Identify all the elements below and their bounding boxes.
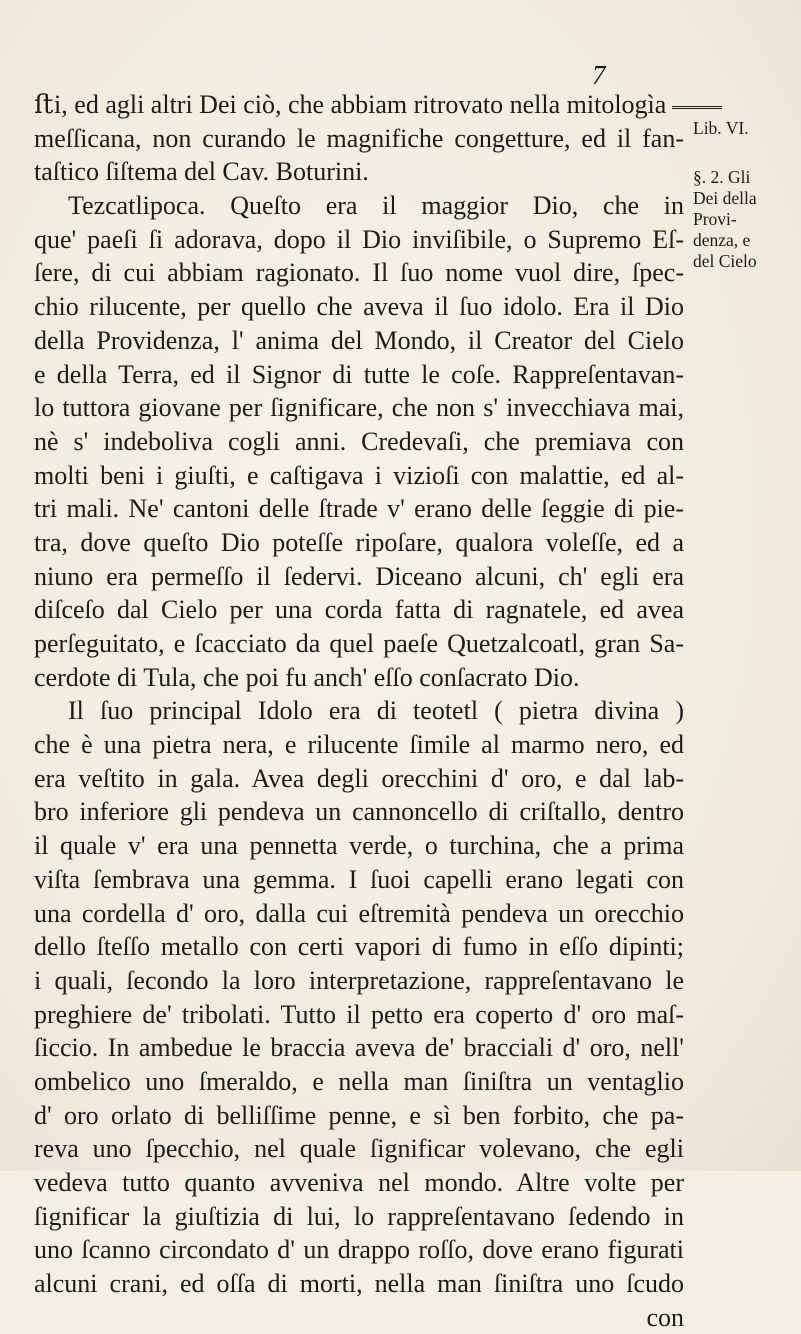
text-line: tri mali. Ne' cantoni delle ſtrade v' erano delle ſeggie di pie- <box>34 494 684 524</box>
text-line: niuno era permeſſo il ſedervi. Diceano alcuni, ch' egli era <box>34 561 684 591</box>
text-line: era veſtito in gala. Avea degli orecchini d' oro, e dal lab- <box>34 763 684 793</box>
text-line: lo tuttora giovane per ſignificare, che non s' invecchiava mai, <box>34 393 684 423</box>
margin-topic-line: del Cielo <box>693 251 757 271</box>
text-line: nè s' indeboliva cogli anni. Credevaſi, che premiava con <box>34 426 684 456</box>
margin-topic-line: Provi- <box>693 209 737 229</box>
text-line: diſceſo dal Cielo per una corda fatta di ragnatele, ed avea <box>34 595 684 625</box>
text-line: viſta ſembrava una gemma. I ſuoi capelli erano legati con <box>34 864 684 894</box>
text-line: que' paeſi ſi adorava, dopo il Dio inviſibile, o Supremo Eſ- <box>34 224 684 254</box>
text-line: ﬅi, ed agli altri Dei ciò, che abbiam ritrovato nella mitologìa <box>34 88 684 122</box>
text-line: cerdote di Tula, che poi fu anch' eſſo conſacrato Dio. <box>34 662 580 692</box>
text-line: e della Terra, ed il Signor di tutte le coſe. Rappreſentavan- <box>34 359 684 389</box>
text-line: d' oro orlato di belliſſime penne, e sì ben forbito, che pa- <box>34 1100 684 1130</box>
page-number: 7 <box>592 60 606 90</box>
margin-topic-line: denza, e <box>693 230 751 250</box>
text-line: taſtico ſiſtema del Cav. Boturini. <box>34 157 369 187</box>
text-line: della Providenza, l' anima del Mondo, il Creator del Cielo <box>34 325 684 355</box>
text-line: tra, dove queſto Dio poteſſe ripoſare, qualora voleſſe, ed a <box>34 527 684 557</box>
text-line: ombelico uno ſmeraldo, e nella man ſiniſtra un ventaglio <box>34 1066 684 1096</box>
margin-notes <box>693 118 793 272</box>
text-line: ſignificar la giuſtizia di lui, lo rappreſentavano ſedendo in <box>34 1201 684 1231</box>
text-line: ſere, di cui abbiam ragionato. Il ſuo nome vuol dire, ſpec- <box>34 258 684 288</box>
margin-topic-line: Dei della <box>693 188 757 208</box>
text-line: meſſicana, non curando le magnifiche congetture, ed il fan- <box>34 123 684 153</box>
text-line: Tezcatlipoca. Queſto era il maggior Dio, che in <box>68 191 684 221</box>
text-line: ſiccio. In ambedue le braccia aveva de' bracciali d' oro, nell' <box>34 1033 684 1063</box>
text-line: che è una pietra nera, e rilucente ſimile al marmo nero, ed <box>34 730 684 760</box>
book-marker: Lib. VI. <box>693 118 749 138</box>
text-line: bro inferiore gli pendeva un cannoncello di criſtallo, dentro <box>34 797 684 827</box>
text-line: alcuni crani, ed oſſa di morti, nella man ſiniſtra uno ſcudo <box>34 1269 684 1299</box>
text-line: Il ſuo principal Idolo era di teotetl ( pietra divina ) <box>68 696 684 726</box>
text-line: reva uno ſpecchio, nel quale ſignificar volevano, che egli <box>34 1134 684 1164</box>
catchword: con <box>646 1302 684 1332</box>
section-marker: §. 2. Gli <box>693 167 751 187</box>
text-line: molti beni i giuſti, e caſtigava i vizioſi con malattie, ed al- <box>34 460 684 490</box>
text-line: i quali, ſecondo la loro interpretazione, rappreſentavano le <box>34 965 684 995</box>
text-line: perſeguitato, e ſcacciato da quel paeſe Quetzalcoatl, gran Sa- <box>34 629 684 658</box>
body-text <box>34 88 684 1334</box>
text-line: preghiere de' tribolati. Tutto il petto era coperto d' oro maſ- <box>34 999 684 1029</box>
text-line: il quale v' era una pennetta verde, o turchina, che a prima <box>34 831 684 861</box>
text-line: chio rilucente, per quello che aveva il ſuo idolo. Era il Dio <box>34 292 684 322</box>
rule-mark <box>672 106 722 109</box>
text-line: dello ſteſſo metallo con certi vapori di fumo in eſſo dipinti; <box>34 932 684 962</box>
text-line: vedeva tutto quanto avveniva nel mondo. Altre volte per <box>34 1168 684 1197</box>
text-line: uno ſcanno circondato d' un drappo roſſo, dove erano figurati <box>34 1235 684 1265</box>
text-line: una cordella d' oro, dalla cui eſtremità pendeva un orecchio <box>34 898 684 928</box>
